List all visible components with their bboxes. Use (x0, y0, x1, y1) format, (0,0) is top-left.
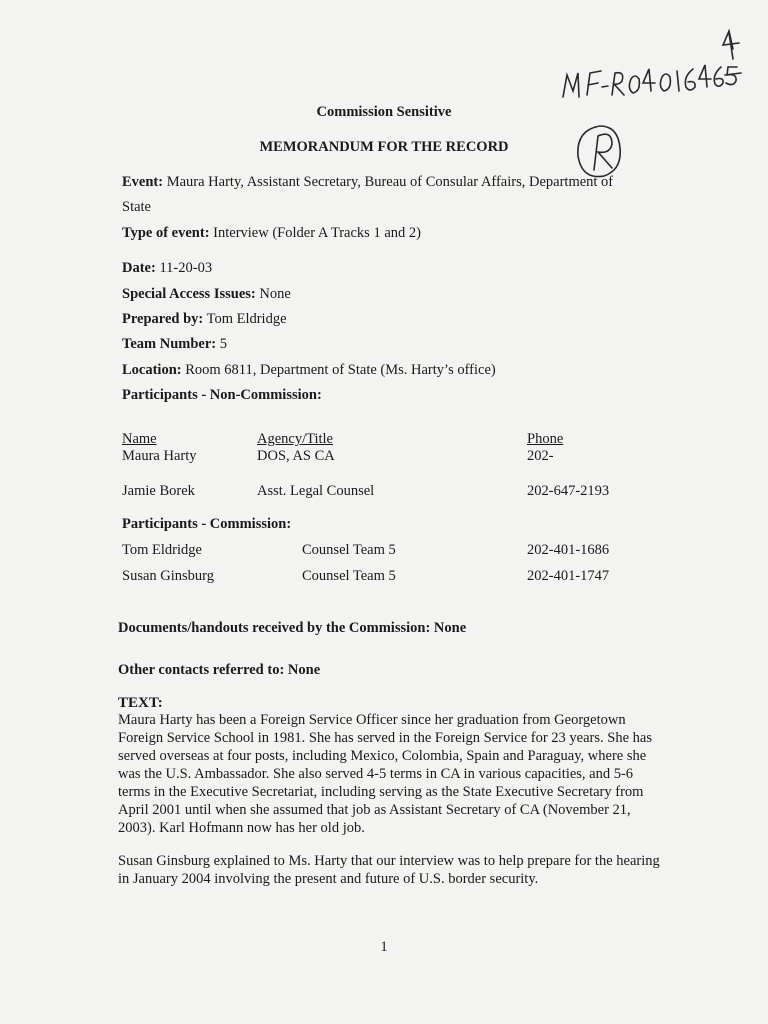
page-number: 1 (380, 939, 388, 955)
date-value: 11-20-03 (155, 260, 213, 276)
location-label: Location: (122, 362, 182, 378)
date-label: Date: (122, 260, 156, 276)
column-header-phone: Phone (527, 431, 564, 447)
text-heading: TEXT: (118, 695, 163, 711)
commission-heading: Participants - Commission: (122, 516, 292, 532)
body-paragraph: Maura Harty has been a Foreign Service Officer since her graduation from Georgetown Foreign Service School in 1981. She has served in the Foreign Service for 23 years. She has served overseas at four posts, including Mexico, Colombia, Spain and Paraguay, where she was the U.S. Ambassador. She also served 4-5 terms in CA in various capacities, and 5-6 terms in the Executive Secretariat, including serving as the State Executive Secretary from April 2001 until when she assumed that job as Assistant Secretary of CA (November 21, 2003). Karl Hofmann now has her old job. (118, 712, 652, 836)
participant-phone: 202-401-1747 (527, 568, 610, 584)
column-header-agency: Agency/Title (257, 431, 333, 447)
special-access-field (122, 285, 291, 303)
prepared-by-field (122, 310, 287, 328)
event-label: Event: (122, 174, 164, 190)
special-access-label: Special Access Issues: (122, 286, 256, 302)
type-of-event-value: Interview (Folder A Tracks 1 and 2) (209, 225, 421, 241)
participant-phone: 202-647-2193 (527, 483, 610, 499)
column-header-name: Name (122, 431, 157, 447)
prepared-by-value: Tom Eldridge (203, 311, 287, 327)
prepared-by-label: Prepared by: (122, 311, 204, 327)
non-commission-heading: Participants - Non-Commission: (122, 387, 322, 403)
classification-label: Commission Sensitive (316, 104, 452, 120)
participant-name: Maura Harty (122, 448, 197, 464)
participant-phone: 202-401-1686 (527, 542, 610, 558)
location-field (122, 361, 496, 379)
other-contacts-line: Other contacts referred to: None (118, 662, 321, 678)
event-value: Maura Harty, Assistant Secretary, Bureau of Consular Affairs, Department of (163, 174, 614, 190)
documents-received-line: Documents/handouts received by the Commission: None (118, 620, 467, 636)
participant-name: Susan Ginsburg (122, 568, 214, 584)
event-value-continued: State (122, 199, 151, 215)
memo-title: MEMORANDUM FOR THE RECORD (259, 139, 509, 155)
event-field (122, 173, 613, 191)
team-number-field (122, 335, 227, 353)
team-number-value: 5 (216, 336, 227, 352)
participant-agency: Asst. Legal Counsel (257, 483, 375, 499)
participant-phone: 202- (527, 448, 554, 464)
participant-title: Counsel Team 5 (302, 568, 396, 584)
special-access-value: None (255, 286, 291, 302)
participant-title: Counsel Team 5 (302, 542, 396, 558)
handwritten-mfr-number (555, 25, 755, 115)
date-field (122, 259, 212, 277)
type-of-event-field (122, 224, 421, 242)
body-paragraph: Susan Ginsburg explained to Ms. Harty that our interview was to help prepare for the hearing in January 2004 involving the present and future of U.S. border security. (118, 853, 660, 887)
participant-name: Tom Eldridge (122, 542, 202, 558)
team-number-label: Team Number: (122, 336, 217, 352)
location-value: Room 6811, Department of State (Ms. Harty’s office) (181, 362, 496, 378)
participant-agency: DOS, AS CA (257, 448, 335, 464)
type-of-event-label: Type of event: (122, 225, 210, 241)
participant-name: Jamie Borek (122, 483, 195, 499)
